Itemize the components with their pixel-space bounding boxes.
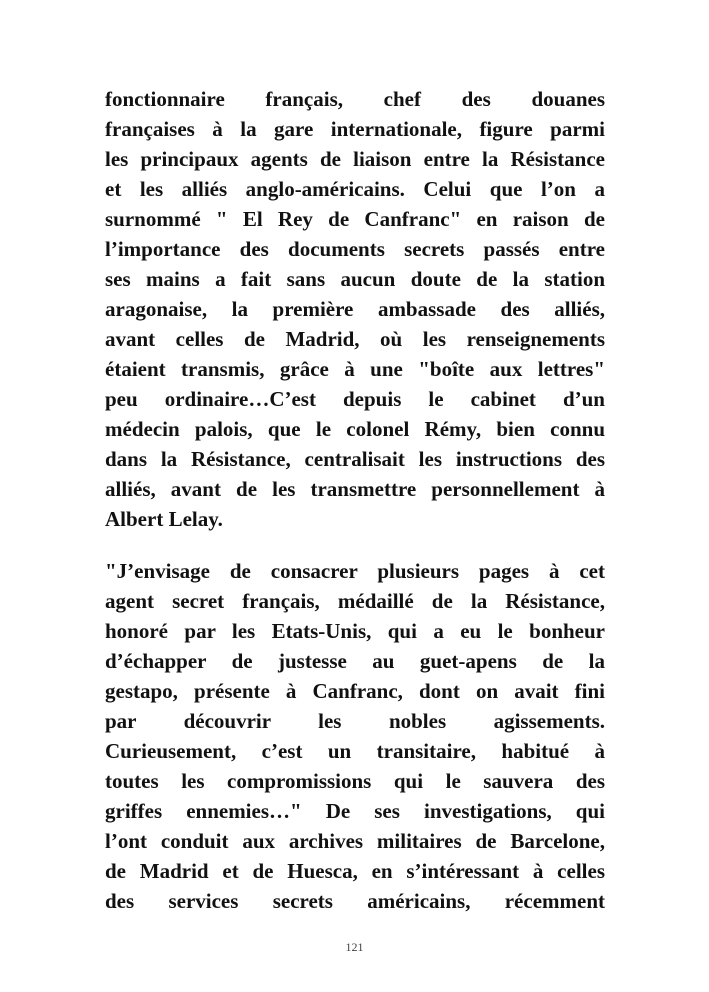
text-line: avant celles de Madrid, où les renseignements: [105, 327, 605, 351]
text-line: gestapo, présente à Canfranc, dont on avait fini: [105, 679, 605, 703]
text-line: toutes les compromissions qui le sauvera des: [105, 769, 605, 793]
paragraph-2: [105, 556, 605, 916]
text-line: Albert Lelay.: [105, 507, 223, 531]
text-line: étaient transmis, grâce à une "boîte aux lettres": [105, 357, 605, 381]
text-line: de Madrid et de Huesca, en s’intéressant à celles: [105, 859, 605, 883]
page-number: 121: [345, 940, 364, 954]
text-line: les principaux agents de liaison entre la Résistance: [105, 147, 605, 171]
text-line: honoré par les Etats-Unis, qui a eu le bonheur: [105, 619, 605, 643]
text-line: dans la Résistance, centralisait les instructions des: [105, 447, 605, 471]
text-line: agent secret français, médaillé de la Résistance,: [105, 589, 605, 613]
text-line: françaises à la gare internationale, figure parmi: [105, 117, 605, 141]
text-line: et les alliés anglo-américains. Celui que l’on a: [105, 177, 605, 201]
text-line: alliés, avant de les transmettre personnellement à: [105, 477, 605, 501]
text-line: d’échapper de justesse au guet-apens de la: [105, 649, 605, 673]
text-line: des services secrets américains, récemment: [105, 889, 605, 913]
text-line: l’importance des documents secrets passés entre: [105, 237, 605, 261]
text-line: "J’envisage de consacrer plusieurs pages à cet: [105, 559, 605, 583]
text-line: fonctionnaire français, chef des douanes: [105, 87, 605, 111]
text-line: ses mains a fait sans aucun doute de la station: [105, 267, 605, 291]
text-line: par découvrir les nobles agissements.: [105, 709, 605, 733]
text-line: griffes ennemies…" De ses investigations, qui: [105, 799, 605, 823]
page-body: [105, 84, 605, 916]
text-line: peu ordinaire…C’est depuis le cabinet d’un: [105, 387, 605, 411]
text-line: médecin palois, que le colonel Rémy, bien connu: [105, 417, 605, 441]
paragraph-spacer: [105, 534, 605, 556]
text-line: l’ont conduit aux archives militaires de Barcelone,: [105, 829, 605, 853]
text-line: Curieusement, c’est un transitaire, habitué à: [105, 739, 605, 763]
text-line: surnommé " El Rey de Canfranc" en raison de: [105, 207, 605, 231]
paragraph-1: [105, 84, 605, 534]
text-line: aragonaise, la première ambassade des alliés,: [105, 297, 605, 321]
